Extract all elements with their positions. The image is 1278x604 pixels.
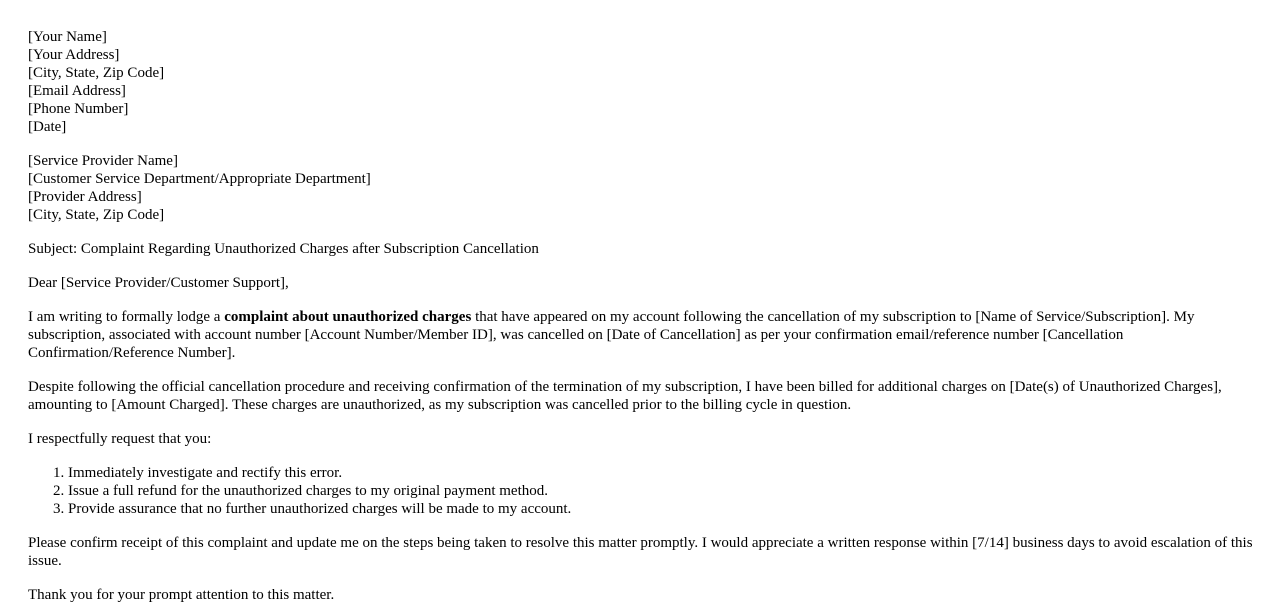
list-item: 3. Provide assurance that no further unauthorized charges will be made to my account. [68,500,1260,518]
sender-city-state-zip: [City, State, Zip Code] [28,65,165,81]
request-list [28,464,1260,518]
sender-address-block [28,28,1260,136]
sender-phone: [Phone Number] [28,101,129,117]
recipient-city-state-zip: [City, State, Zip Code] [28,207,165,223]
paragraph-complaint-end: that have appeared on my account following the cancellation of my subscription to [Name of Service/Subscription]. My subscription, associated with account number [Account Number/Member ID], was cancelled on [Date of Cancellation] as per your confirmation email/reference number [Cancellation Confirmation/Reference Number]. [28,309,1195,361]
recipient-address-block [28,152,1260,224]
recipient-department: [Customer Service Department/Appropriate Department] [28,171,371,187]
closing-line: Thank you for your prompt attention to this matter. [28,587,335,603]
letter-date: [Date] [28,119,67,135]
salutation: Dear [Service Provider/Customer Support], [28,275,289,291]
subject-line: Subject: Complaint Regarding Unauthorized Charges after Subscription Cancellation [28,241,539,257]
recipient-address: [Provider Address] [28,189,142,205]
sender-address: [Your Address] [28,47,120,63]
list-item: 2. Issue a full refund for the unauthorized charges to my original payment method. [68,482,1260,500]
letter-document [28,28,1260,604]
paragraph-complaint-emphasis: complaint about unauthorized charges [224,309,472,325]
paragraph-response: Please confirm receipt of this complaint and update me on the steps being taken to resolve this matter promptly. I would appreciate a written response within [7/14] business days to avoid escalation of this issue. [28,535,1253,569]
paragraph-complaint-start: I am writing to formally lodge a [28,309,225,325]
request-intro: I respectfully request that you: [28,431,212,447]
sender-email: [Email Address] [28,83,126,99]
recipient-name: [Service Provider Name] [28,153,178,169]
paragraph-charges: Despite following the official cancellation procedure and receiving confirmation of the termination of my subscription, I have been billed for additional charges on [Date(s) of Unauthorized Charges], amounting to [Amount Charged]. These charges are unauthorized, as my subscription was cancelled prior to the billing cycle in question. [28,379,1222,413]
sender-name: [Your Name] [28,29,107,45]
paragraph-complaint [28,308,1260,362]
list-item: 1. Immediately investigate and rectify this error. [68,464,1260,482]
